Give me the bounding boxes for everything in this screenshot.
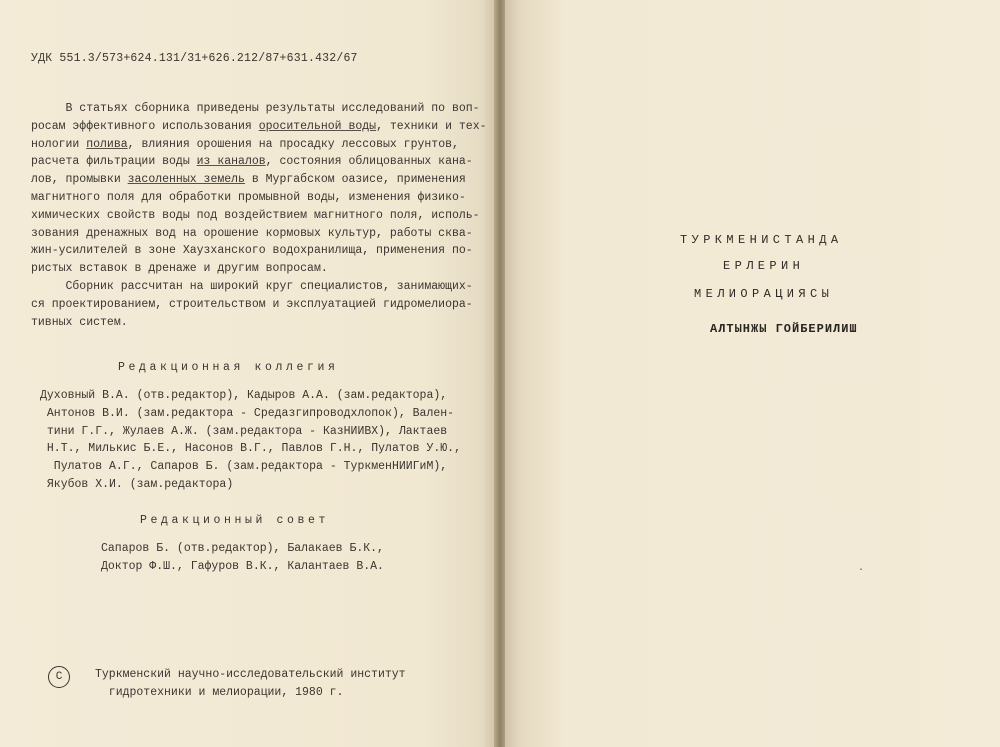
abstract-line: нологии полива, влияния орошения на просадку лессовых грунтов, (31, 137, 459, 151)
title-line-2: ЕРЛЕРИН (723, 259, 805, 273)
abstract-line: ся проектированием, строительством и эксплуатацией гидромелиора- (31, 297, 473, 311)
board-member-line: Н.Т., Милькис Б.Е., Насонов В.Г., Павлов Г.Н., Пулатов У.Ю., (40, 442, 461, 456)
title-line-1: ТУРКМЕНИСТАНДА (680, 233, 843, 247)
abstract-line: ристых вставок в дренаже и другим вопросам. (31, 262, 328, 276)
abstract-line: жин-усилителей в зоне Хаузханского водохранилища, применения по- (31, 244, 473, 258)
board-member-line: Духовный В.А. (отв.редактор), Кадыров А.А. (зам.редактора), (40, 389, 448, 402)
editorial-council-list (101, 540, 384, 576)
title-line-3: МЕЛИОРАЦИЯСЫ (694, 287, 834, 301)
udk-code: УДК 551.3/573+624.131/31+626.212/87+631.432/67 (31, 52, 358, 65)
abstract-line: зования дренажных вод на орошение кормовых культур, работы сква- (31, 226, 473, 240)
editorial-board-heading: Редакционная коллегия (118, 361, 339, 374)
abstract-text (31, 100, 487, 331)
issue-subtitle: АЛТЫНЖЫ ГОЙБЕРИЛИШ (710, 322, 858, 336)
abstract-line: Сборник рассчитан на широкий круг специалистов, занимающих- (31, 279, 473, 293)
council-member-line: Доктор Ф.Ш., Гафуров В.К., Калантаев В.А. (101, 559, 384, 573)
copyright-icon: C (48, 666, 70, 688)
left-page (0, 0, 496, 747)
institute-line: гидротехники и мелиорации, 1980 г. (95, 685, 344, 699)
abstract-line: В статьях сборника приведены результаты исследований по воп- (31, 102, 480, 115)
editorial-board-list (40, 387, 461, 494)
council-member-line: Сапаров Б. (отв.редактор), Балакаев Б.К., (101, 542, 384, 555)
abstract-line: химических свойств воды под воздействием магнитного поля, исполь- (31, 208, 480, 222)
board-member-line: Антонов В.И. (зам.редактора - Средазгипроводхлопок), Вален- (40, 406, 455, 420)
board-member-line: Якубов Х.И. (зам.редактора) (40, 477, 234, 491)
abstract-line: росам эффективного использования оросительной воды, техники и тех- (31, 119, 487, 133)
board-member-line: Пулатов А.Г., Сапаров Б. (зам.редактора - ТуркменНИИГиМ), (40, 460, 448, 474)
abstract-line: магнитного поля для обработки промывной воды, изменения физико- (31, 190, 466, 204)
board-member-line: тини Г.Г., Жулаев А.Ж. (зам.редактора - КазНИИВХ), Лактаев (40, 424, 448, 438)
page-mark: · (858, 565, 865, 576)
editorial-council-heading: Редакционный совет (140, 514, 330, 527)
institute-line: Туркменский научно-исследовательский институт (95, 668, 406, 681)
right-page (505, 0, 1000, 747)
abstract-line: расчета фильтрации воды из каналов, состояния облицованных кана- (31, 155, 473, 169)
publisher-institute (95, 666, 406, 702)
abstract-line: тивных систем. (31, 315, 128, 329)
abstract-line: лов, промывки засоленных земель в Мургабском оазисе, применения (31, 173, 466, 187)
